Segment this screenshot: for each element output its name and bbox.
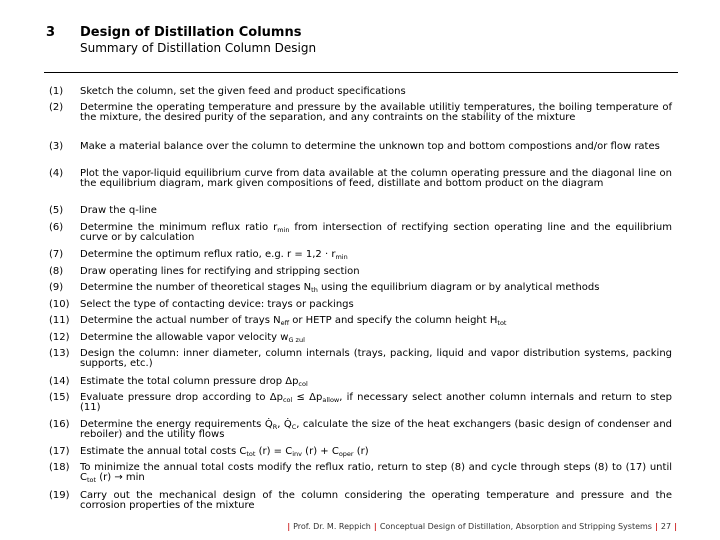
step-text: Determine the actual number of trays $N_{eff}$ or HETP and specify the column height $H_{tot}$ <box>80 315 507 327</box>
footer-separator: | <box>373 522 377 531</box>
step-number: (8) <box>49 266 64 277</box>
step-text: Draw the q-line <box>80 205 157 216</box>
step-number: (10) <box>49 299 70 310</box>
section-title: Summary of Distillation Column Design <box>80 41 317 55</box>
step-number: (6) <box>49 222 64 233</box>
step-text: Carry out the mechanical design of the column considering the operating temperature and pressure and the corrosion properties of the mixture <box>80 490 672 512</box>
page-footer <box>284 522 680 531</box>
step-number: (9) <box>49 282 64 293</box>
footer-course: Conceptual Design of Distillation, Absorption and Stripping Systems <box>379 522 652 531</box>
step-number: (4) <box>49 168 64 179</box>
footer-separator: | <box>287 522 291 531</box>
step-number: (3) <box>49 141 64 152</box>
step-text: Determine the allowable vapor velocity $w_{G zul}$ <box>80 332 305 344</box>
step-text: Determine the number of theoretical stages $N_{th}$ using the equilibrium diagram or by analytical methods <box>80 282 600 294</box>
step-text: Determine the energy requirements $Q̇_R$, $Q̇_C$, calculate the size of the heat exchangers (basic design of condenser and reboiler) and the utility flows <box>80 419 672 441</box>
step-number: (12) <box>49 332 70 343</box>
step-text: Make a material balance over the column to determine the unknown top and bottom compostions and/or flow rates <box>80 141 660 152</box>
step-text: Select the type of contacting device: trays or packings <box>80 299 354 310</box>
step-text: To minimize the annual total costs modify the reflux ratio, return to step (8) and cycle through steps (8) to (17) until $C_{tot}$ (r) → min <box>80 462 672 485</box>
footer-page-number: 27 <box>660 522 672 531</box>
step-text: Determine the optimum reflux ratio, e.g. $r = 1,2 \cdot r_{min}$ <box>80 249 348 261</box>
step-number: (18) <box>49 462 70 473</box>
step-text: Estimate the total column pressure drop $\Delta p_{col}$ <box>80 376 308 388</box>
step-text: Design the column: inner diameter, column internals (trays, packing, liquid and vapor distribution systems, packing supports, etc.) <box>80 348 672 370</box>
step-number: (16) <box>49 419 70 430</box>
step-number: (7) <box>49 249 64 260</box>
step-text: Estimate the annual total costs $C_{tot}$ $(r) = C_{inv}$ $(r) + C_{oper}$ (r) <box>80 446 369 458</box>
step-text: Determine the minimum reflux ratio $r_{min}$ from intersection of rectifying section operating line and the equilibrium curve or by calculation <box>80 222 673 244</box>
step-number: (19) <box>49 490 70 501</box>
step-number: (5) <box>49 205 64 216</box>
step-number: (11) <box>49 315 70 326</box>
step-number: (13) <box>49 348 70 359</box>
footer-author: Prof. Dr. M. Reppich <box>293 522 371 531</box>
chapter-title: Design of Distillation Columns <box>80 25 302 40</box>
step-text: Determine the operating temperature and pressure by the available utilitiy temperatures, the boiling temperature of the mixture, the desired purity of the separation, and any contraints on the stability of the mixture <box>80 102 672 124</box>
step-number: (15) <box>49 392 70 403</box>
step-number: (17) <box>49 446 70 457</box>
step-text: Sketch the column, set the given feed and product specifications <box>80 86 406 97</box>
footer-separator: | <box>674 522 677 531</box>
chapter-number: 3 <box>46 25 56 40</box>
step-text: Plot the vapor-liquid equilibrium curve from data available at the column operating pressure and the diagonal line on the equilibrium diagram, mark given compositions of feed, distillate and bottom product on the diagram <box>80 168 672 190</box>
step-number: (1) <box>49 86 64 97</box>
footer-separator: | <box>654 522 658 531</box>
step-number: (2) <box>49 102 64 113</box>
step-number: (14) <box>49 376 70 387</box>
step-text: Draw operating lines for rectifying and stripping section <box>80 266 360 277</box>
step-text: Evaluate pressure drop according to $\Delta p_{col} \le \Delta p_{allow}$, if necessary select another column internals and return to step (11) <box>80 392 672 414</box>
